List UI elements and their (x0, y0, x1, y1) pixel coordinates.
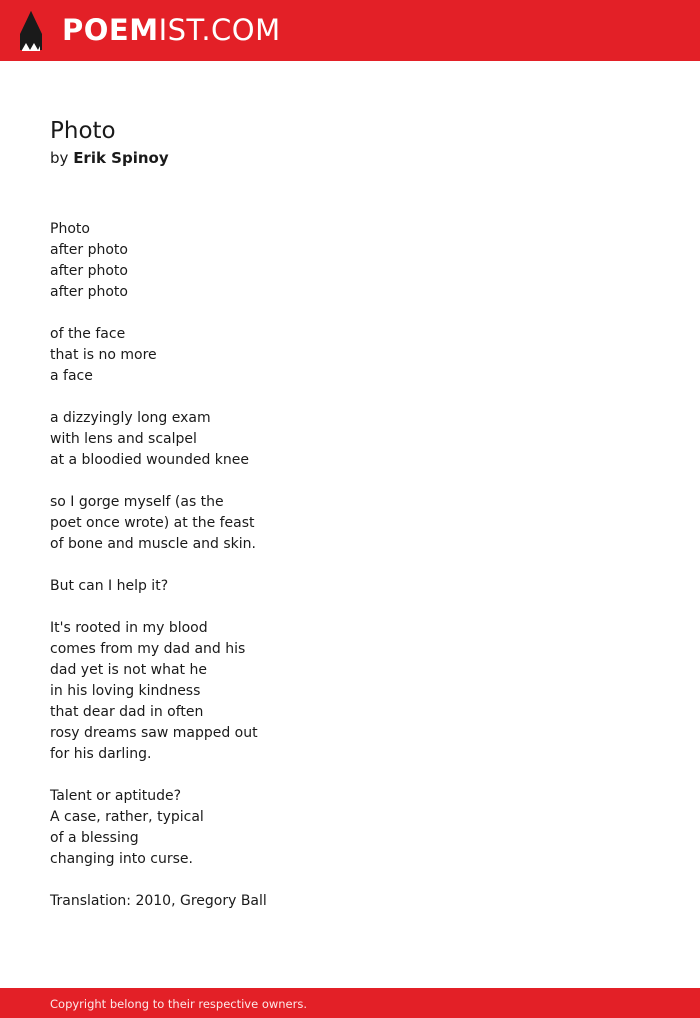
pencil-icon (18, 10, 44, 52)
poem-line: a face (50, 368, 93, 384)
poem-stanza (50, 219, 650, 303)
poem-stanza (50, 618, 650, 765)
poem-line: that dear dad in often (50, 704, 204, 720)
site-logo[interactable] (62, 12, 281, 48)
poem-stanza (50, 786, 650, 870)
by-label: by (50, 149, 69, 167)
poem-line: It's rooted in my blood (50, 620, 208, 636)
site-header (0, 0, 700, 61)
poem-line: rosy dreams saw mapped out (50, 725, 258, 741)
poem-line: after photo (50, 284, 128, 300)
poem-stanza (50, 324, 650, 387)
poem-line: so I gorge myself (as the (50, 494, 224, 510)
poem-content (50, 115, 650, 933)
poem-stanza (50, 408, 650, 471)
poem-line: after photo (50, 242, 128, 258)
copyright-text: Copyright belong to their respective owners. (50, 997, 308, 1011)
poem-line: Photo (50, 221, 90, 237)
poem-line: Talent or aptitude? (50, 788, 182, 804)
poem-line: a dizzyingly long exam (50, 410, 211, 426)
poem-line: dad yet is not what he (50, 662, 207, 678)
logo-bold-text: POEM (62, 13, 159, 47)
poem-line: poet once wrote) at the feast (50, 515, 255, 531)
poem-line: A case, rather, typical (50, 809, 204, 825)
poem-line: with lens and scalpel (50, 431, 197, 447)
poem-line: after photo (50, 263, 128, 279)
poem-author[interactable]: Erik Spinoy (73, 149, 169, 167)
logo-light-text: IST.COM (158, 13, 281, 47)
poem-line: But can I help it? (50, 578, 169, 594)
poem-line: of a blessing (50, 830, 139, 846)
poem-title: Photo (50, 118, 116, 144)
poem-line: changing into curse. (50, 851, 193, 867)
poem-body (50, 219, 650, 912)
poem-stanza (50, 576, 650, 597)
site-footer (0, 988, 700, 1018)
poem-line: at a bloodied wounded knee (50, 452, 249, 468)
poem-stanza (50, 492, 650, 555)
poem-line: that is no more (50, 347, 157, 363)
poem-byline (50, 147, 650, 169)
poem-line: Translation: 2010, Gregory Ball (50, 893, 267, 909)
poem-line: for his darling. (50, 746, 152, 762)
poem-line: of bone and muscle and skin. (50, 536, 256, 552)
poem-line: in his loving kindness (50, 683, 201, 699)
poem-line: comes from my dad and his (50, 641, 246, 657)
poem-line: of the face (50, 326, 126, 342)
poem-stanza (50, 891, 650, 912)
